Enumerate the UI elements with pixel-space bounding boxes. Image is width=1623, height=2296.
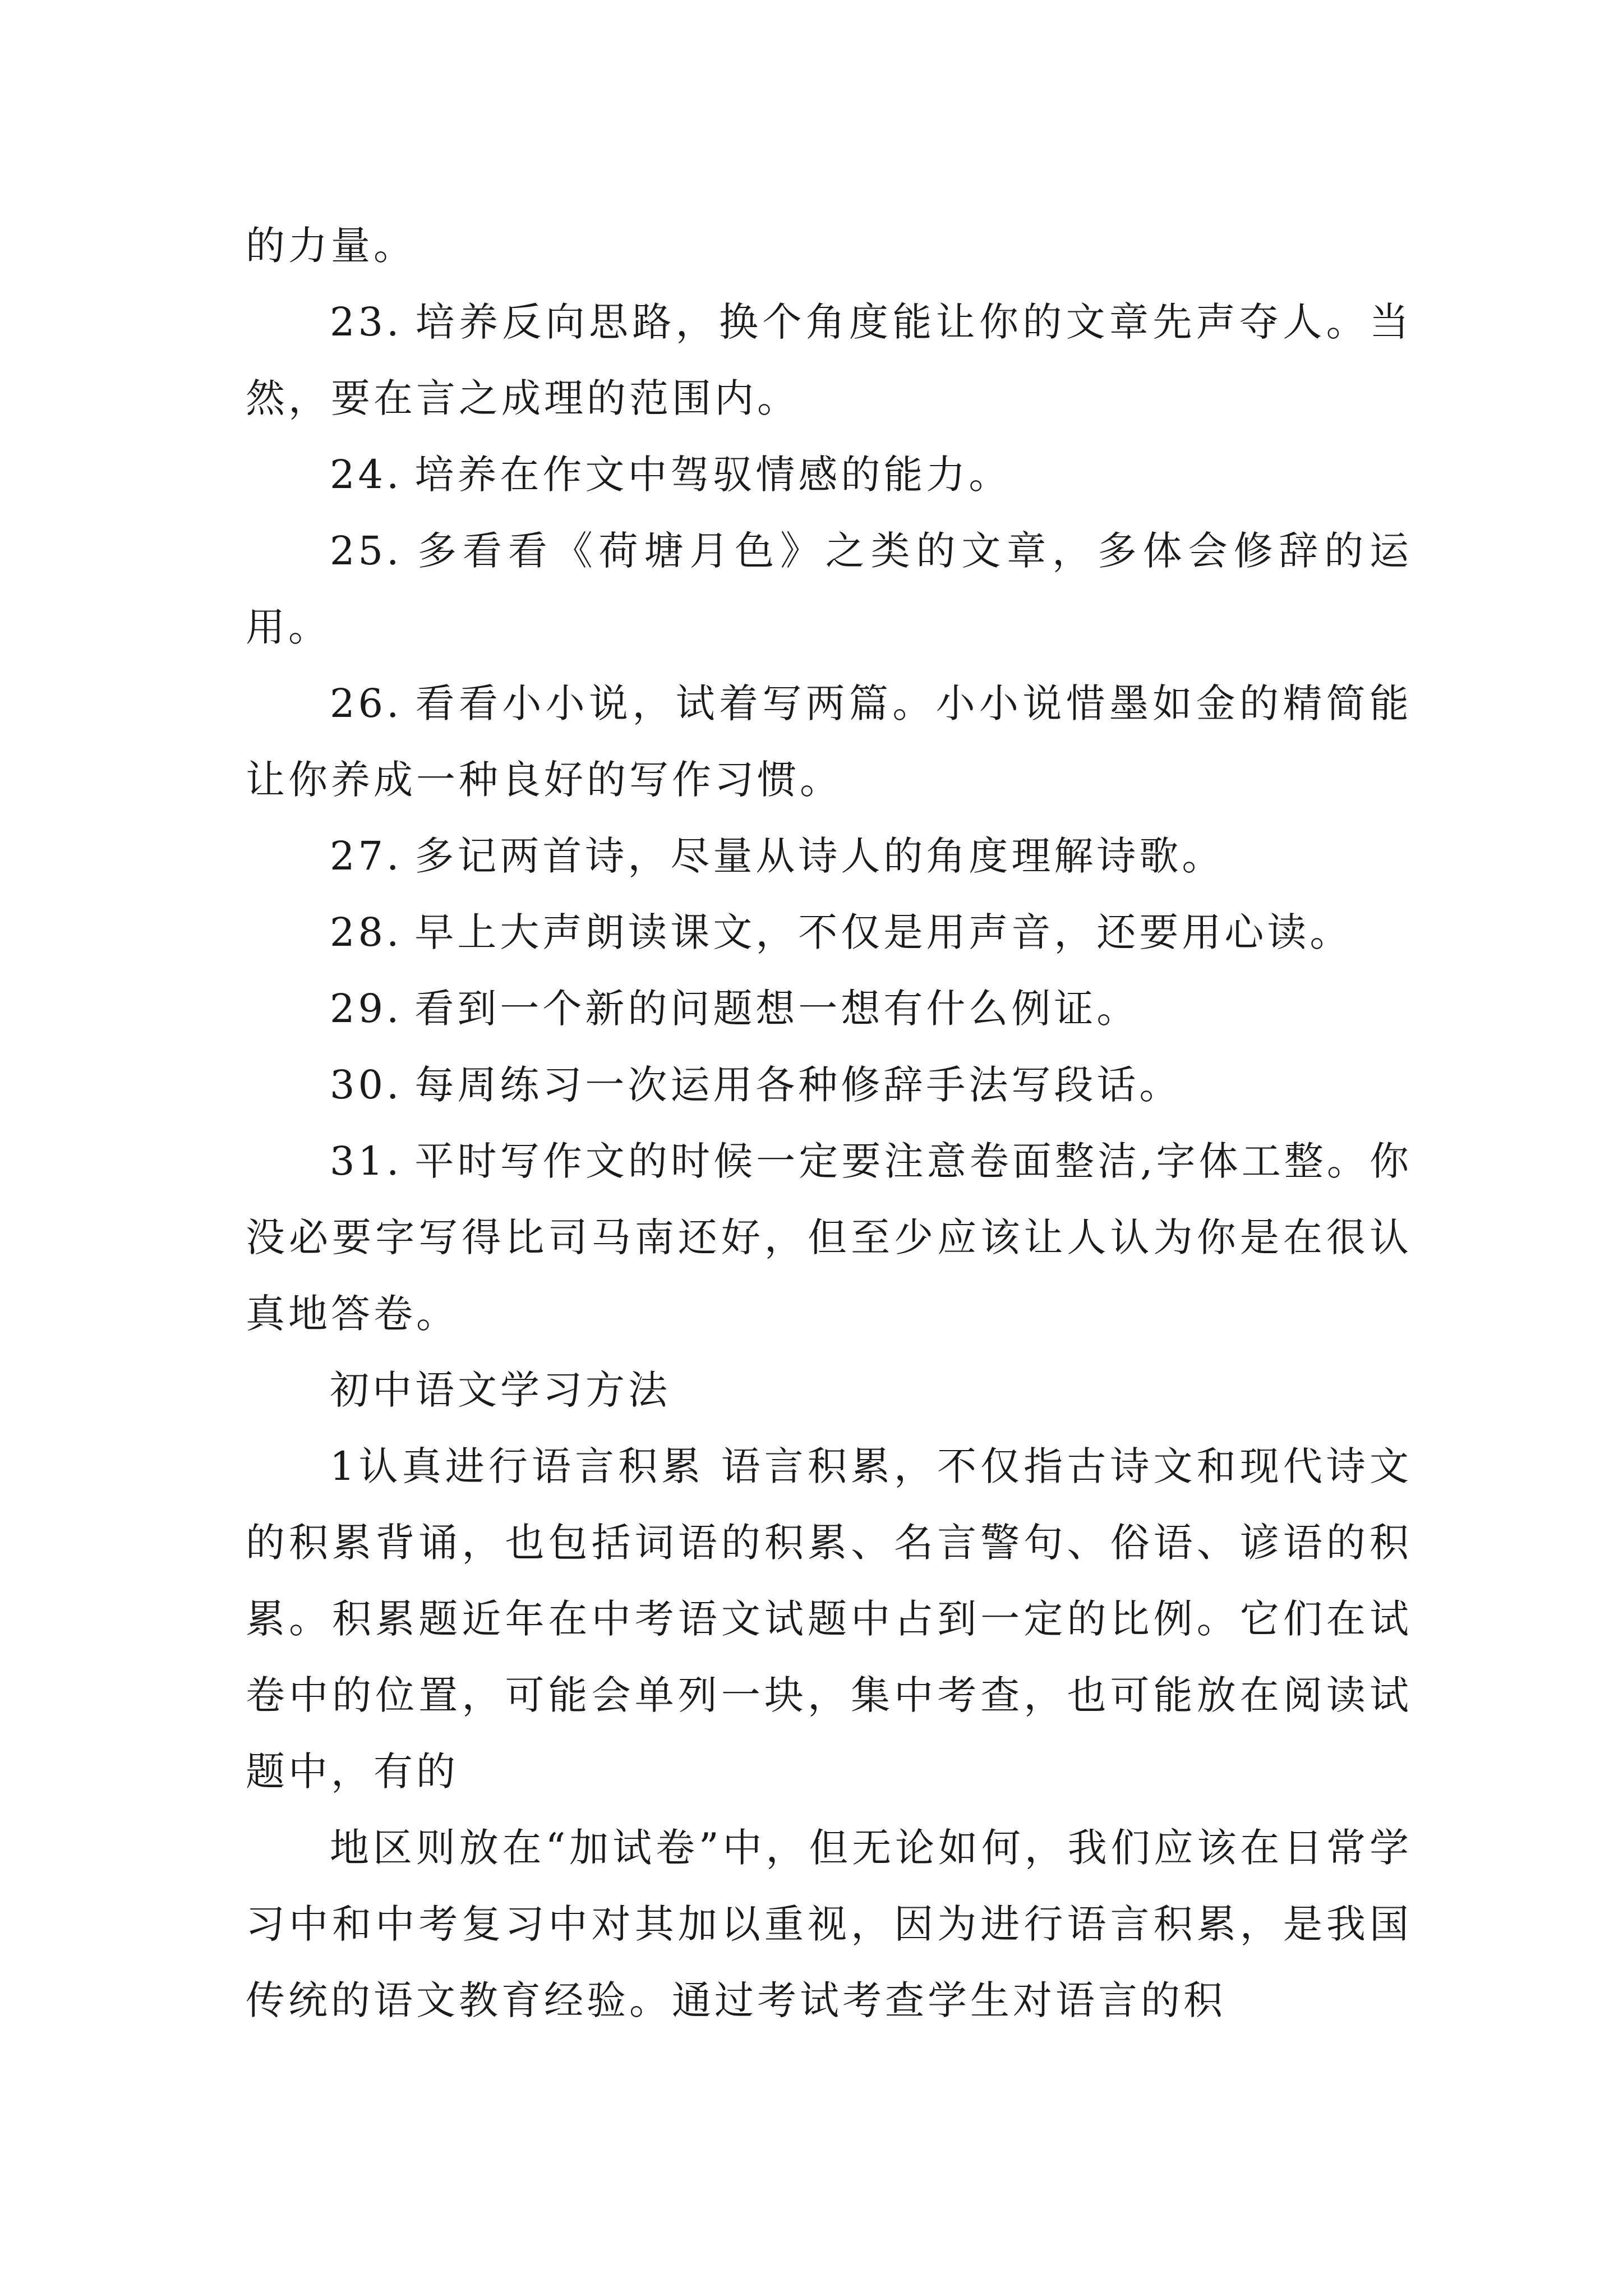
list-item-26 — [246, 665, 1412, 818]
list-item-30 — [246, 1047, 1412, 1123]
paragraph-text: 培养在作文中驾驭情感的能力。 — [414, 452, 1012, 498]
paragraph-continued — [246, 208, 1412, 284]
item-number: 29. — [330, 986, 403, 1032]
paragraph-text: 看到一个新的问题想一想有什么例证。 — [414, 986, 1140, 1032]
list-item-28 — [246, 894, 1412, 970]
paragraph-text: 早上大声朗读课文，不仅是用声音，还要用心读。 — [414, 909, 1353, 955]
paragraph-text: 多看看《荷塘月色》之类的文章，多体会修辞的运用。 — [246, 528, 1412, 650]
item-number: 30. — [330, 1062, 403, 1108]
document-body — [246, 208, 1412, 2039]
paragraph-text: 地区则放在“加试卷”中，但无论如何，我们应该在日常学习中和中考复习中对其加以重视，因为进行语言积累，是我国传统的语文教育经验。通过考试考查学生对语言的积 — [246, 1825, 1412, 2023]
list-item-31 — [246, 1123, 1412, 1352]
paragraph-text: 培养反向思路，换个角度能让你的文章先声夺人。当然，要在言之成理的范围内。 — [246, 299, 1412, 421]
item-number: 28. — [330, 909, 403, 955]
list-item-25 — [246, 513, 1412, 665]
paragraph-text: 多记两首诗，尽量从诗人的角度理解诗歌。 — [414, 833, 1225, 879]
paragraph-text: 的力量。 — [246, 223, 416, 269]
list-item-23 — [246, 284, 1412, 436]
body-paragraph — [246, 1428, 1412, 1810]
item-number: 24. — [330, 452, 403, 498]
paragraph-text: 平时写作文的时候一定要注意卷面整洁,字体工整。你没必要字写得比司马南还好，但至少应该让人认为你是在很认真地答卷。 — [246, 1138, 1412, 1337]
body-paragraph — [246, 1810, 1412, 2039]
paragraph-text: 每周练习一次运用各种修辞手法写段话。 — [414, 1062, 1182, 1108]
item-number: 25. — [330, 528, 403, 574]
item-number: 26. — [330, 680, 403, 726]
heading-text: 初中语文学习方法 — [330, 1367, 671, 1413]
section-heading — [246, 1352, 1412, 1428]
paragraph-text: 1认真进行语言积累 语言积累，不仅指古诗文和现代诗文的积累背诵，也包括词语的积累、名言警句、俗语、谚语的积累。积累题近年在中考语文试题中占到一定的比例。它们在试卷中的位置，可能会单列一块，集中考查，也可能放在阅读试题中，有的 — [246, 1443, 1412, 1795]
list-item-29 — [246, 970, 1412, 1047]
paragraph-text: 看看小小说，试着写两篇。小小说惜墨如金的精简能让你养成一种良好的写作习惯。 — [246, 680, 1412, 803]
item-number: 23. — [330, 299, 403, 345]
item-number: 31. — [330, 1138, 403, 1184]
item-number: 27. — [330, 833, 403, 879]
list-item-27 — [246, 818, 1412, 894]
list-item-24 — [246, 436, 1412, 513]
